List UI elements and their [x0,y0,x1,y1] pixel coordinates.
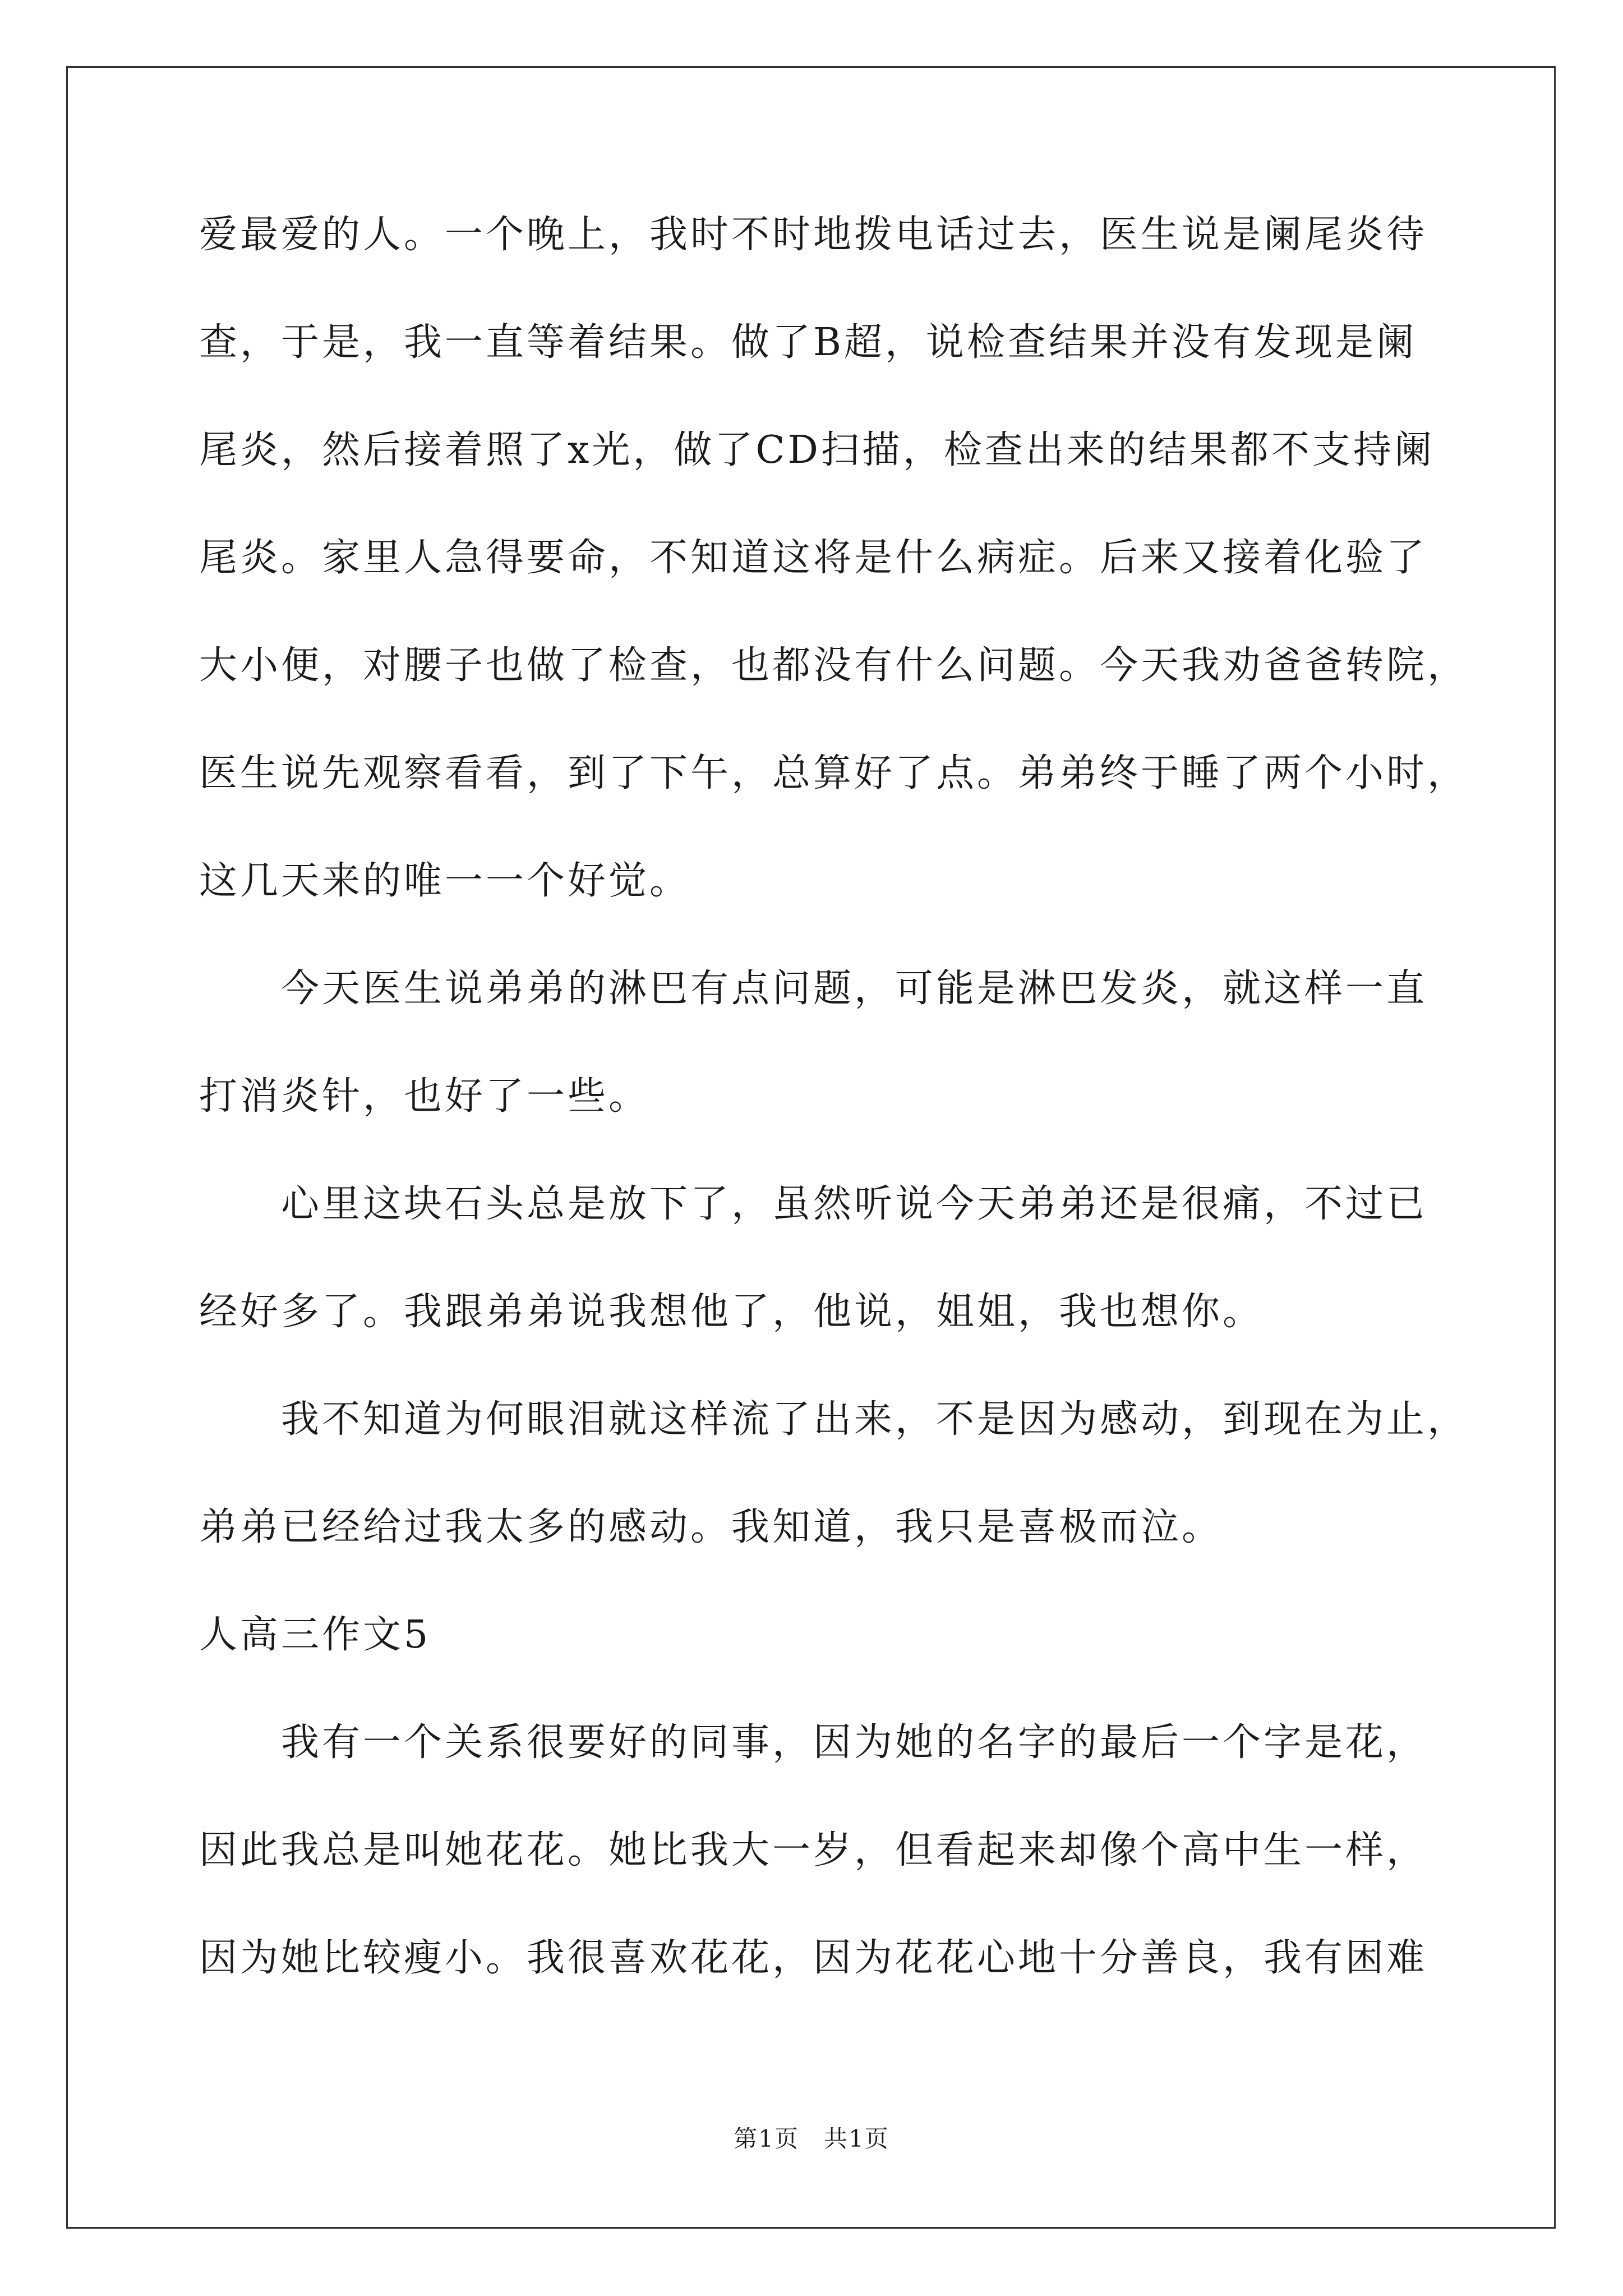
page-footer: 第1页 共1页 [734,2125,889,2152]
text-line: 因此我总是叫她花花。她比我大一岁，但看起来却像个高中生一样， [199,1828,1428,1872]
paragraph-first-line: 心里这块石头总是放下了，虽然听说今天弟弟还是很痛，不过已 [281,1182,1428,1226]
paragraph-first-line: 我不知道为何眼泪就这样流了出来，不是因为感动，到现在为止， [281,1397,1469,1442]
text-line: 弟弟已经给过我太多的感动。我知道，我只是喜极而泣。 [199,1505,1223,1549]
text-line: 经好多了。我跟弟弟说我想他了，他说，姐姐，我也想你。 [199,1290,1264,1334]
section-heading: 人高三作文5 [199,1613,431,1657]
page-border [66,66,1556,2229]
text-line: 爱最爱的人。一个晚上，我时不时地拨电话过去，医生说是阑尾炎待 [199,213,1428,257]
text-line: 查，于是，我一直等着结果。做了B超，说检查结果并没有发现是阑 [199,320,1417,365]
text-line: 尾炎，然后接着照了x光，做了CD扫描，检查出来的结果都不支持阑 [199,428,1435,472]
text-line: 大小便，对腰子也做了检查，也都没有什么问题。今天我劝爸爸转院， [199,643,1469,688]
text-line: 因为她比较瘦小。我很喜欢花花，因为花花心地十分善良，我有困难 [199,1936,1428,1980]
text-line: 打消炎针，也好了一些。 [199,1074,650,1119]
paragraph-first-line: 今天医生说弟弟的淋巴有点问题，可能是淋巴发炎，就这样一直 [281,967,1428,1011]
text-line: 医生说先观察看看，到了下午，总算好了点。弟弟终于睡了两个小时， [199,751,1469,795]
paragraph-first-line: 我有一个关系很要好的同事，因为她的名字的最后一个字是花， [281,1720,1428,1765]
text-line: 尾炎。家里人急得要命，不知道这将是什么病症。后来又接着化验了 [199,536,1428,580]
text-line: 这几天来的唯一一个好觉。 [199,859,691,903]
